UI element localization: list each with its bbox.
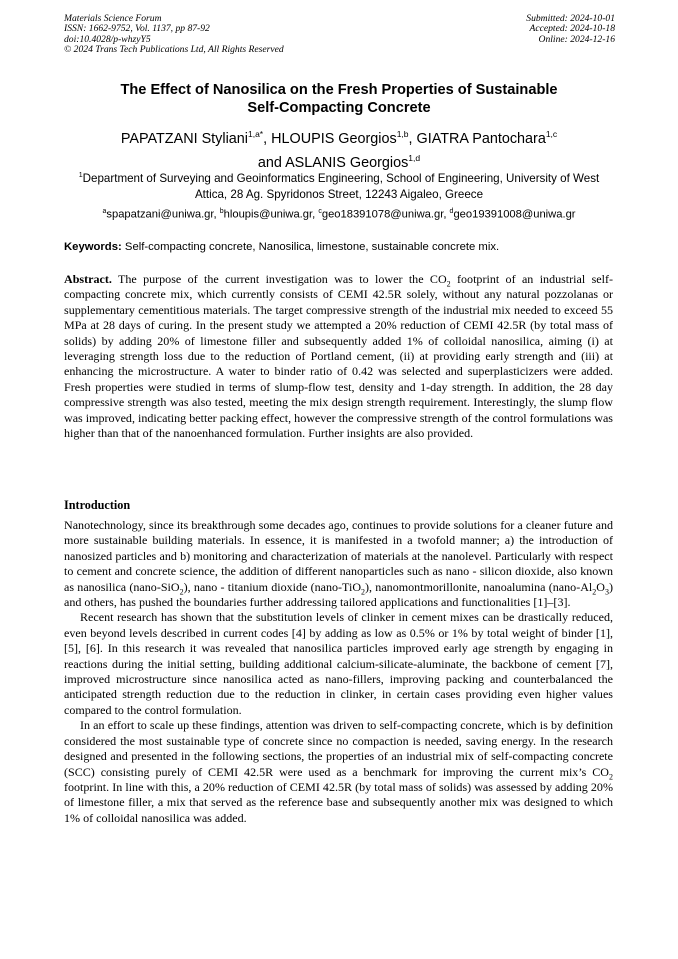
journal-name: Materials Science Forum (64, 13, 162, 24)
email-link[interactable]: spapatzani@uniwa.gr (106, 208, 214, 221)
affiliation-sup: 1 (78, 172, 83, 179)
paper-title (64, 81, 614, 117)
copyright-line: © 2024 Trans Tech Publications Ltd, All Rights Reserved (64, 44, 284, 56)
issn-line: ISSN: 1662-9752, Vol. 1137, pp 87-92 (64, 23, 210, 35)
author-name: HLOUPIS Georgios (271, 130, 397, 147)
online-date: Online: 2024-12-16 (538, 33, 615, 45)
affiliation-text: Department of Surveying and Geoinformatics Engineering, School of Engineering, University of West Attica, 28 Ag. Spyridonos Street, 12243 Aigaleo, Greece (82, 171, 600, 201)
email-link[interactable]: geo19391008@uniwa.gr (453, 208, 576, 221)
journal-info (64, 14, 284, 56)
author-sup: 1,c (545, 129, 558, 139)
author-list (64, 125, 614, 173)
affiliation (64, 168, 614, 203)
author-sup: 1,b (396, 129, 409, 139)
doi-line: doi:10.4028/p-whzyY5 (64, 33, 151, 45)
publication-dates (526, 14, 615, 45)
section-heading-introduction: Introduction (64, 498, 131, 512)
email-link[interactable]: hloupis@uniwa.gr (223, 208, 313, 221)
accepted-date: Accepted: 2024-10-18 (529, 23, 615, 35)
keywords-text: Self-compacting concrete, Nanosilica, limestone, sustainable concrete mix. (121, 241, 500, 253)
intro-paragraph-2: Recent research has shown that the substitution levels of clinker in cement mixes can be drastically reduced, even beyond levels described in current codes [4] by adding as low as 0.5% or 1% by total weight of binder [1], [5], [6]. In this research it was revealed that nanosilica particles improved early age strength by engaging in reactions during the initial setting, building additional calcium-silicate-aluminate, the backbone of cement [7], improved microstructure since nanosilica acted as nano-fillers, improving packing and counterbalanced the anticipated strength reduction due to the reduction in clinker, in certain cases providing even higher values compared to the control formulation. (64, 610, 613, 717)
keywords-label: Keywords: (64, 241, 122, 253)
keywords (64, 240, 614, 254)
author-emails: $^a$spapatzani@uniwa.gr, $^b$hloupis@uniwa.gr, $^c$geo18391078@uniwa.gr, $^d$geo19391008@uniwa.gr (102, 208, 576, 221)
author-sup: 1,d (408, 152, 421, 163)
submitted-date: Submitted: 2024-10-01 (526, 13, 615, 24)
author-sup: 1,a* (247, 129, 264, 139)
author-name: and ASLANIS Georgios (257, 154, 409, 171)
intro-paragraph-1: Nanotechnology, since its breakthrough some decades ago, continues to provide solutions for a cleaner future and more sustainable building materials. In essence, it is manifested in a twofold manner; a) the introduction of nanosized particles and b) monitoring and characterization of materials at the nanolevel. Particularly with respect to cement and concrete science, the addition of different nanoparticles such as nano - silicon dioxide, also known as nanosilica (nano-SiO$_2$), nano - titanium dioxide (nano-TiO$_2$), nanomontmorillonite, nanoalumina $(nano-Al_2O_3)$ and others, has pushed the boundaries further addressing tailored applications and functionalities [1]–[3]. (64, 518, 613, 610)
title-line-1: The Effect of Nanosilica on the Fresh Properties of Sustainable (120, 82, 558, 98)
abstract: Abstract. The purpose of the current investigation was to lower the $CO_2$ footprint of an industrial self-compacting concrete mix, which currently consists of CEMI 42.5R solely, without any natural pozzolanas or supplementary cementitious materials. The target compressive strength of the industrial mix needed to exceed 55 MPa at 28 days of curing. In the present study we attempted a 20% reduction of CEMI 42.5R (by total mass of solids) by adding 20% of limestone filler and subsequently added 1% of colloidal nanosilica, aiming (i) at leveraging strength loss due to the reduction of Portland cement, (ii) at providing early strength and (iii) at enhancing the microstructure. A water to binder ratio of 0.42 was selected and superplasticizers were added. Fresh properties were studied in terms of slump-flow test, density and 1-day strength. In addition, the 28 day compressive strength was also tested, meeting the mix design strength requirement. Interestingly, the slump flow was improved, indicating better packing effect, however the compressive strength of the control formulations was higher than that of the nanoenhanced formulation. Further insights are also provided. (64, 272, 613, 441)
email-link[interactable]: geo18391078@uniwa.gr (321, 208, 444, 221)
author-name: GIATRA Pantochara (416, 130, 546, 147)
author-line-1: PAPATZANI Styliani$^{1,a*}$, HLOUPIS Georgios$^{1,b}$, GIATRA Pantochara$^{1,c}$ (120, 129, 558, 147)
abstract-label: Abstract. (64, 272, 112, 286)
author-name: PAPATZANI Styliani (120, 130, 248, 147)
intro-paragraph-3: In an effort to scale up these findings, attention was driven to self-compacting concrete, which is by definition considered the most sustainable type of concrete since no compaction is needed, saving energy. In the research designed and presented in the following sections, the properties of an industrial mix of self-compacting concrete (SCC) consisting purely of CEMI 42.5R were used as a benchmark for improving the current mix’s $CO_2$ footprint. In line with this, a 20% reduction of CEMI 42.5R (by total mass of solids) was assessed by adding 20% of limestone filler, a mix that served as the reference base and subsequently another mix was designed to which 1% of colloidal nanosilica was added. (64, 718, 613, 825)
introduction-body (64, 518, 613, 826)
title-line-2: Self-Compacting Concrete (247, 100, 431, 116)
